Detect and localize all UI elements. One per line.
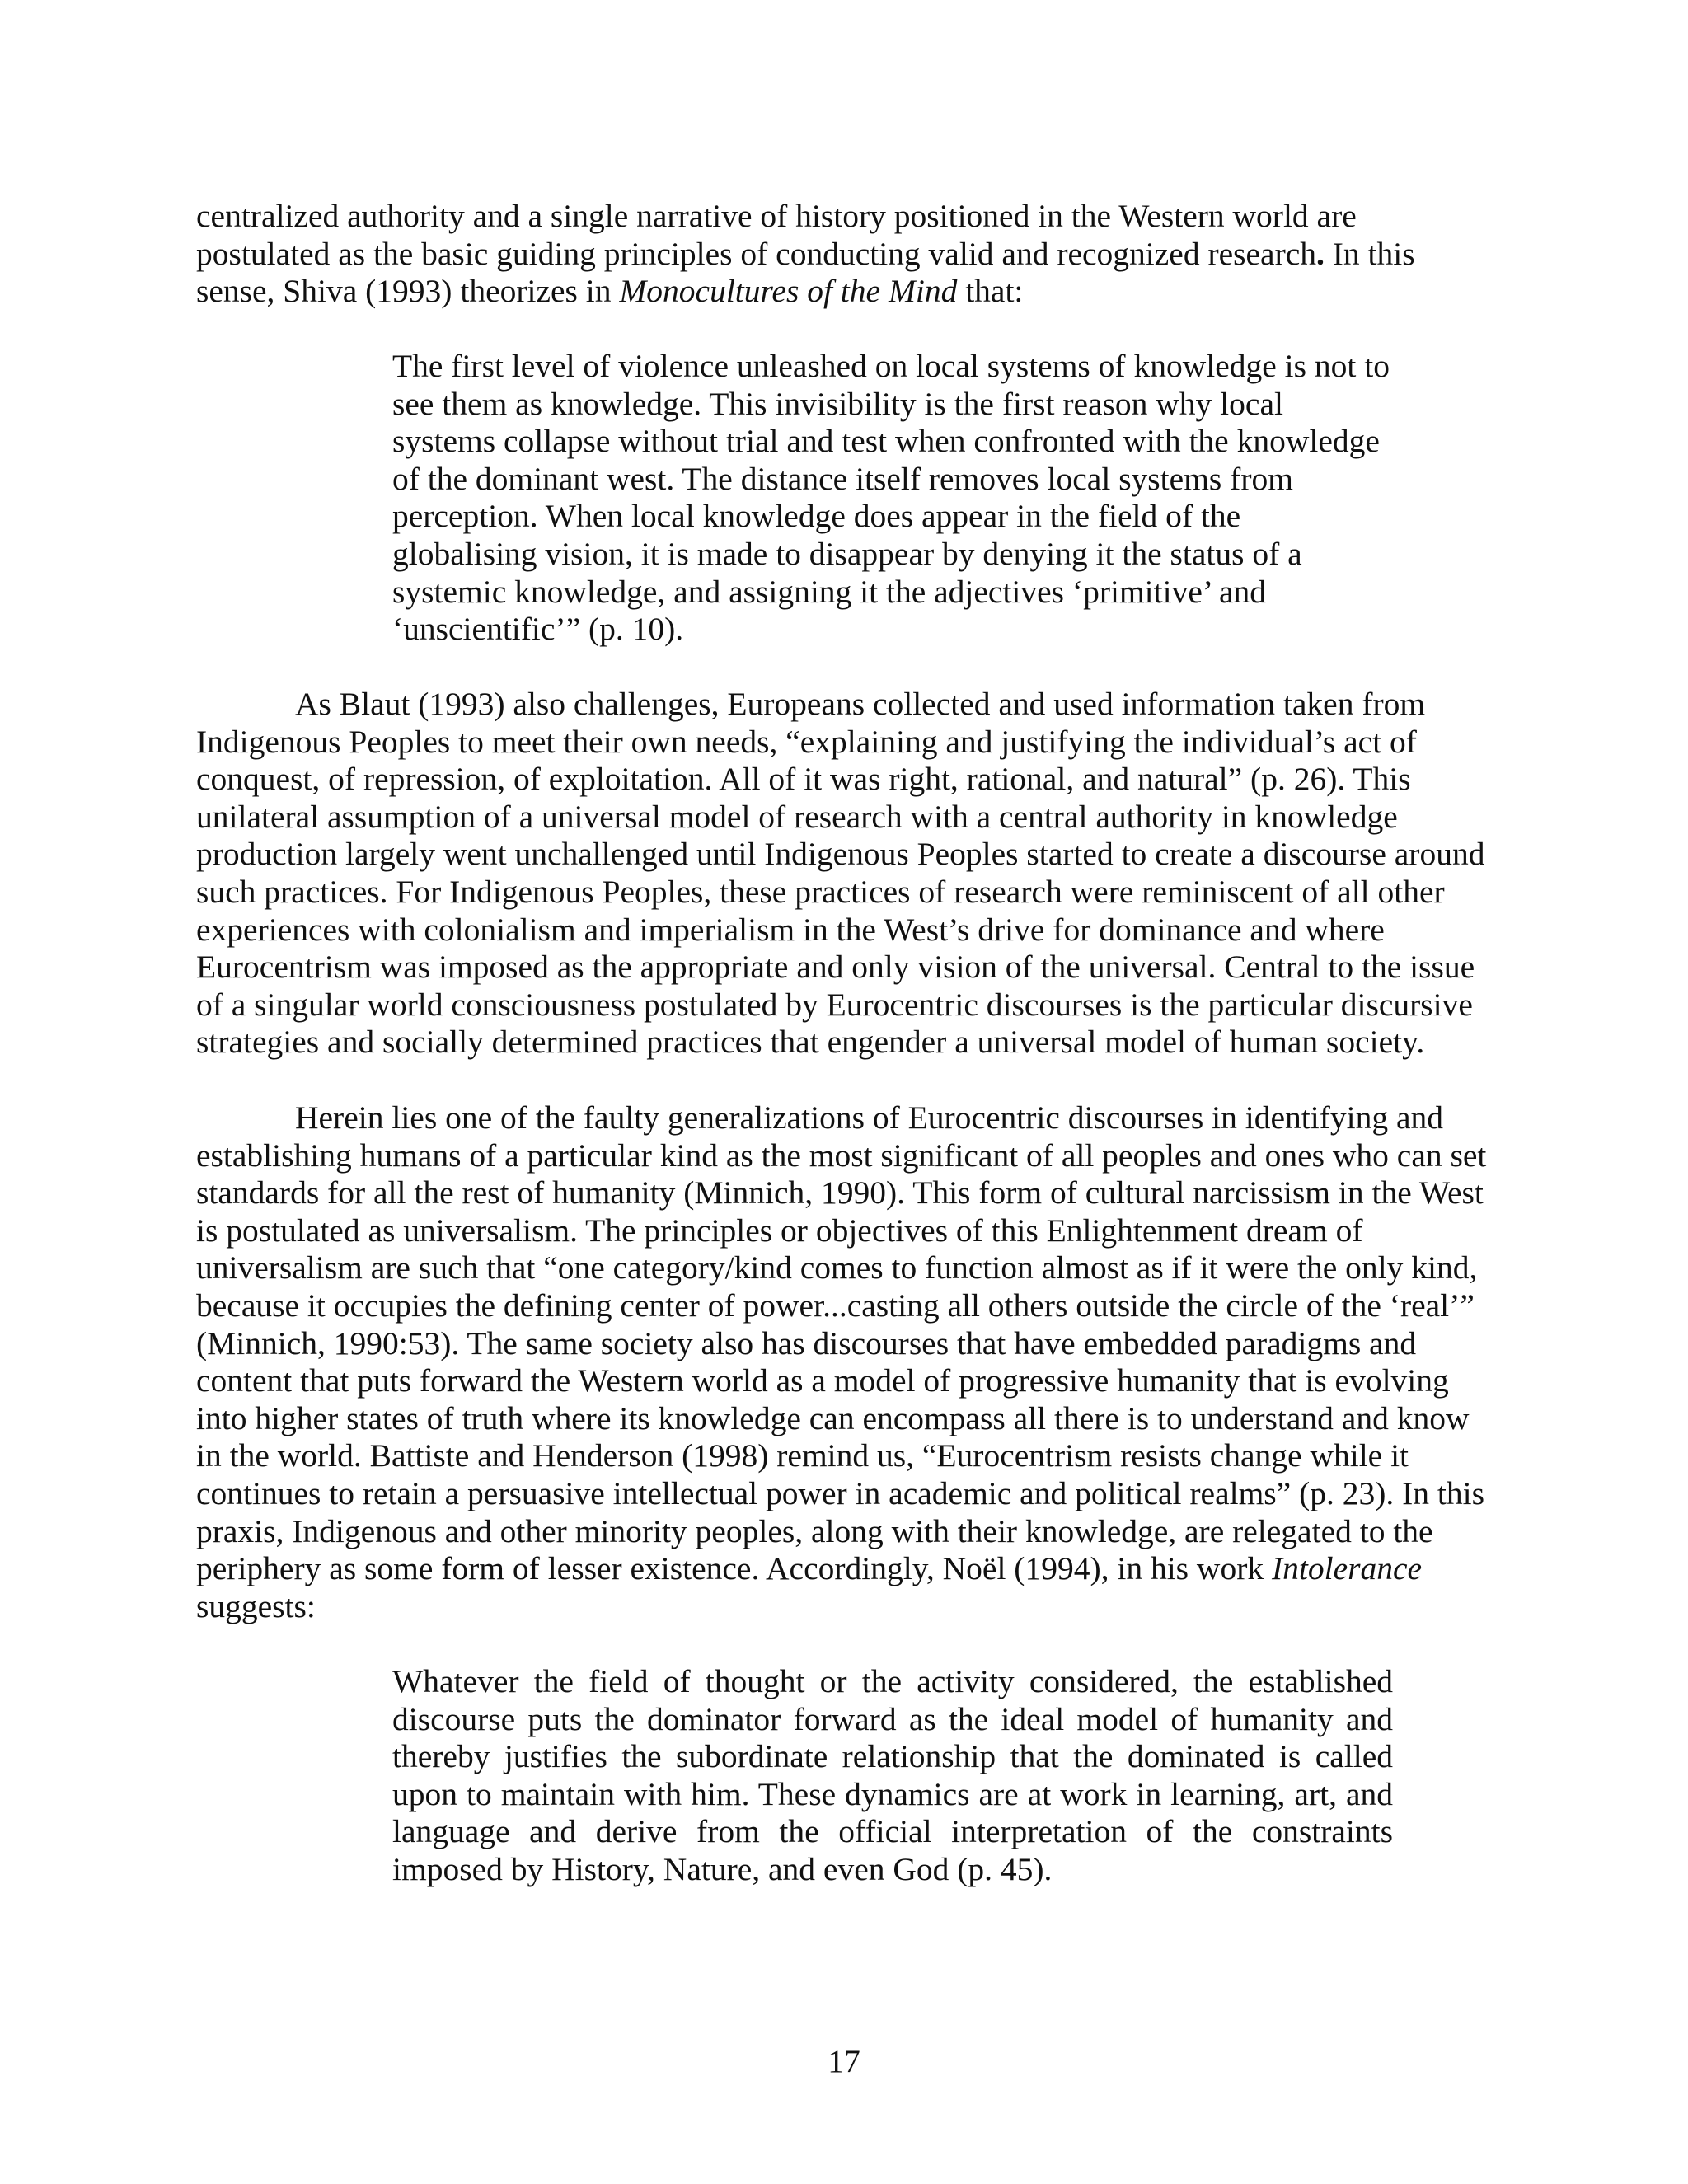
paragraph-intro-text-end: that: [957,273,1024,310]
paragraph-blaut: As Blaut (1993) also challenges, Europeans collected and used information taken from Indigenous Peoples to meet their own needs, “explaining and justifying the individual’s act of conquest, of repression, of exploitation. All of it was right, rational, and natural” (p. 26). This unilateral assumption of a universal model of research with a central authority in knowledge production largely went unchallenged until Indigenous Peoples started to create a discourse around such practices. For Indigenous Peoples, these practices of research were reminiscent of all other experiences with colonialism and imperialism in the West’s drive for dominance and where Eurocentrism was imposed as the appropriate and only vision of the universal. Central to the issue of a singular world consciousness postulated by Eurocentric discourses is the particular discursive strategies and socially determined practices that engender a universal model of human society. [196,686,1485,1061]
paragraph-herein-text: Herein lies one of the faulty generalizations of Eurocentric discourses in identifying and establishing humans of a particular kind as the most significant of all peoples and ones who can set standards for all the rest of humanity (Minnich, 1990). This form of cultural narcissism in the West is postulated as universalism. The principles or objectives of this Enlightenment dream of universalism are such that “one category/kind comes to function almost as if it were the only kind, because it occupies the defining center of power...casting all others outside the circle of the ‘real’” (Minnich, 1990:53). The same society also has discourses that have embedded paradigms and content that puts forward the Western world as a model of progressive humanity that is evolving into higher states of truth where its knowledge can encompass all there is to understand and know in the world. Battiste and Henderson (1998) remind us, “Eurocentrism resists change while it continues to retain a persuasive intellectual power in academic and political realms” (p. 23). In this praxis, Indigenous and other minority peoples, along with their knowledge, are relegated to the periphery as some form of lesser existence. Accordingly, Noël (1994), in his work [196,1099,1487,1587]
page-number: 17 [828,2043,860,2079]
book-title-monocultures: Monocultures of the Mind [619,273,958,310]
paragraph-intro-text-cont: In this sense, Shiva (1993) theorizes in [196,235,1415,310]
book-title-intolerance: Intolerance [1272,1550,1423,1587]
paragraph-intro [196,198,1492,311]
paragraph-intro-text: centralized authority and a single narrative of history positioned in the Western world are postulated as the basic guiding principles of conducting valid and recognized research [196,198,1357,272]
block-quote-noel: Whatever the field of thought or the activity considered, the established discourse puts the dominator forward as the ideal model of humanity and thereby justifies the subordinate relationship that the dominated is called upon to maintain with him. These dynamics are at work in learning, art, and language and derive from the official interpretation of the constraints imposed by History, Nature, and even God (p. 45). [392,1663,1393,1887]
block-quote-shiva: The first level of violence unleashed on local systems of knowledge is not to see them as knowledge. This invisibility is the first reason why local systems collapse without trial and test when confronted with the knowledge of the dominant west. The distance itself removes local systems from perception. When local knowledge does appear in the field of the globalising vision, it is made to disappear by denying it the status of a systemic knowledge, and assigning it the adjectives ‘primitive’ and ‘unscientific’” (p. 10). [392,348,1390,648]
bold-period: . [1316,235,1325,272]
paragraph-herein [196,1099,1492,1625]
paragraph-herein-text-end: suggests: [196,1587,316,1624]
